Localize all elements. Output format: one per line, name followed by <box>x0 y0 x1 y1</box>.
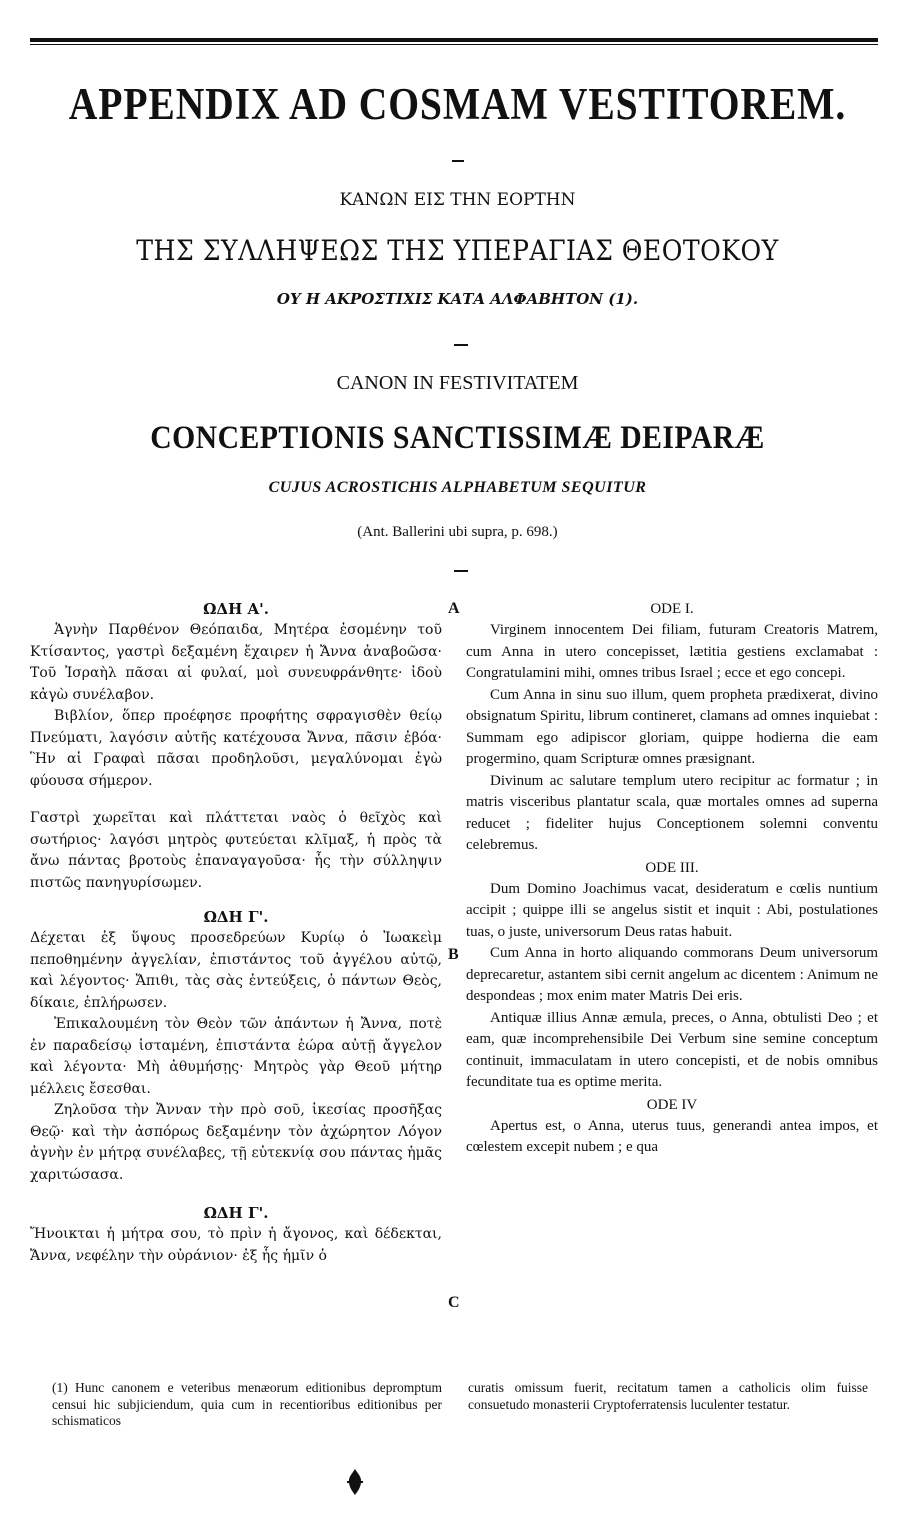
greek-ode-3-heading: ΩΔΗ Γ'. <box>203 908 269 926</box>
latin-subtitle-2: CONCEPTIONIS SANCTISSIMÆ DEIPARÆ <box>150 420 765 456</box>
greek-subtitle-1: ΚΑΝΩΝ ΕΙΣ ΤΗΝ ΕΟΡΤΗΝ <box>339 190 576 210</box>
source-dash <box>454 570 468 572</box>
footnote-left: (1) Hunc canonem e veteribus menæorum editionibus depromptum censui hic subjiciendum, quia cum in recentioribus editionibus per schismaticos <box>52 1380 442 1428</box>
latin-ode-1-paragraph-1: Virginem innocentem Dei filiam, futuram Creatoris Matrem, cum Anna in utero concepisset, lætitia gestiens exclamabat : Congratulamini mihi, omnes tribus Israel ; ecce et ego concepi. <box>466 622 878 681</box>
latin-subtitle-1: CANON IN FESTIVITATEM <box>336 372 579 394</box>
latin-ode-3-paragraph-3: Antiquæ illius Annæ æmula, preces, o Anna, obtulisti Deo ; et eam, quæ incomprehensibile Dei Verbum sine semine conceptum continuit, immaculatam in utero concepisti, et de nobis omnibus fecunditate tua es optime merita. <box>466 1009 878 1090</box>
greek-ode-1-paragraph-3: Γαστρὶ χωρεῖται καὶ πλάττεται ναὸς ὁ θεῖχὸς καὶ σωτήριος· λαγόσι μητρὸς φυτεύεται κλῖμαξ, ἡ πρὸς τὰ ἄνω πάντας βροτοὺς ἐπαναγαγοῦσα· ἧς τὴν σύλληψιν πιστῶς πανηγυρίσωμεν. <box>30 810 442 891</box>
greek-ode-3-paragraph-2: Ἐπικαλουμένη τὸν Θεὸν τῶν ἁπάντων ἡ Ἄννα, ποτὲ ἐν παραδείσῳ ἱσταμένη, ἐπιστάντα ἑώρα αὐτῇ ἄγγελον καὶ λέγοντα· Μὴ ἀθυμήσῃς· Μητρὸς γὰρ Θεοῦ μήτηρ μέλλεις ἔσεσθαι. <box>30 1016 442 1097</box>
top-rule-thick <box>30 38 878 42</box>
main-title: APPENDIX AD COSMAM VESTITOREM. <box>68 79 847 129</box>
greek-subtitle-3: ΟΥ Η ΑΚΡΟΣΤΙΧΙΣ ΚΑΤΑ ΑΛΦΑΒΗΤΟΝ (1). <box>276 290 639 308</box>
greek-ode-4-heading: ΩΔΗ Γ'. <box>203 1204 269 1222</box>
latin-ode-4-paragraph-1: Apertus est, o Anna, uterus tuus, generandi antea impos, et cœlestem excepit nubem ; e qua <box>466 1117 878 1155</box>
latin-ode-4-heading: ODE IV <box>646 1096 698 1113</box>
greek-ode-1-paragraph-1: Ἁγνὴν Παρθένον Θεόπαιδα, Μητέρα ἐσομένην τοῦ Κτίσαντος, γαστρὶ δεξαμένη ἔχαιρεν ἡ Ἄννα ἀναβοῶσα· Τοῦ Ἰσραὴλ πᾶσαι αἱ φυλαί, μοὶ συνευφράνθητε· ἰδοὺ κἀγὼ συνέλαβον. <box>30 622 442 703</box>
fleuron-ornament <box>344 1468 366 1496</box>
greek-ode-1-paragraph-2: Βιβλίον, ὅπερ προέφησε προφήτης σφραγισθὲν θείῳ Πνεύματι, λαγόσιν αὐτῆς κατέχουσα Ἄννα, πᾶσιν ἐβόα· Ἣν αἱ Γραφαὶ πᾶσαι προδηλοῦσι, μεγαλύνομαι ἐγὼ φύουσα σήμερον. <box>30 708 442 789</box>
latin-subtitle-3: CUJUS ACROSTICHIS ALPHABETUM SEQUITUR <box>268 479 647 496</box>
latin-ode-1-paragraph-2: Cum Anna in sinu suo illum, quem propheta prædixerat, divino obsignatum Spiritu, librum contineret, clamans ad omnes inquiebat : Summam ego adipiscor gloriam, quippe hodierna die eam progermino, quam Scripturæ omnes præsignant. <box>466 686 878 767</box>
greek-subtitle-2: ΤΗΣ ΣΥΛΛΗΨΕΩΣ ΤΗΣ ΥΠΕΡΑΓΙΑΣ ΘΕΟΤΟΚΟΥ <box>136 234 779 267</box>
footnote-right: curatis omissum fuerit, recitatum tamen a catholicis olim fuisse consuetudo monasterii Cryptoferratensis luculenter testatur. <box>468 1380 868 1412</box>
greek-ode-3-paragraph-1: Δέχεται ἐξ ὕψους προσεδρεύων Κυρίῳ ὁ Ἰωακεὶμ πεποθημένην ἀγγελίαν, ἐπιστάντος τοῦ ἀγγέλου αὐτῷ, καὶ λέγοντος· Ἄπιθι, τὰς σὰς ἐντεύξεις, ὁ πάντων Θεὸς, δίκαιε, ἐπλήρωσεν. <box>30 930 442 1011</box>
latin-ode-3-heading: ODE III. <box>645 859 699 876</box>
latin-ode-3-paragraph-1: Dum Domino Joachimus vacat, desideratum e cœlis nuntium accipit ; quippe illi se angelus sistit et inquit : Abi, postulationes tuas, o juste, universorum Deus ratas habuit. <box>466 880 878 940</box>
top-rule-thin <box>30 44 878 45</box>
latin-column <box>466 598 878 1159</box>
latin-ode-1-paragraph-3: Divinum ac salutare templum utero recipitur ac formatur ; in matris visceribus plantatur scala, quæ mortales omnes ad superna reducet ; fideliter hujus Conceptionem solemni conventu celebremus. <box>466 772 878 853</box>
latin-ode-1-heading: ODE I. <box>650 601 694 617</box>
greek-dash <box>454 344 468 346</box>
greek-ode-4-paragraph-1: Ἤνοικται ἡ μήτρα σου, τὸ πρὶν ἡ ἄγονος, καὶ δέδεκται, Ἄννα, νεφέλην τὴν οὐράνιον· ἐξ ἧς ἡμῖν ὁ <box>30 1226 442 1264</box>
greek-ode-3-paragraph-3: Ζηλοῦσα τὴν Ἄνναν τὴν πρὸ σοῦ, ἱκεσίας προσῆξας Θεῷ· καὶ τὴν ἀσπόρως δεξαμένην τὸν ἀχώρητον Λόγον ἁγνὴν ἐν μήτρᾳ συνέλαβες, τῇ εὐτεκνίᾳ σου πάντας ἡμᾶς χαριτώσασα. <box>30 1102 442 1183</box>
margin-letter-b: B <box>448 946 459 963</box>
latin-ode-3-paragraph-2: Cum Anna in horto aliquando commorans Deum universorum deprecaretur, astantem sibi cernit angelum ac dicentem : Animum ne despondeas ; mox enim mater Matris Dei eris. <box>466 945 878 1004</box>
margin-letter-a: A <box>448 600 460 617</box>
greek-ode-1-heading: ΩΔΗ Α'. <box>203 600 269 618</box>
source-citation: (Ant. Ballerini ubi supra, p. 698.) <box>357 524 558 540</box>
greek-column <box>30 598 442 1267</box>
title-dash <box>452 160 464 162</box>
margin-letter-c: C <box>448 1294 460 1311</box>
